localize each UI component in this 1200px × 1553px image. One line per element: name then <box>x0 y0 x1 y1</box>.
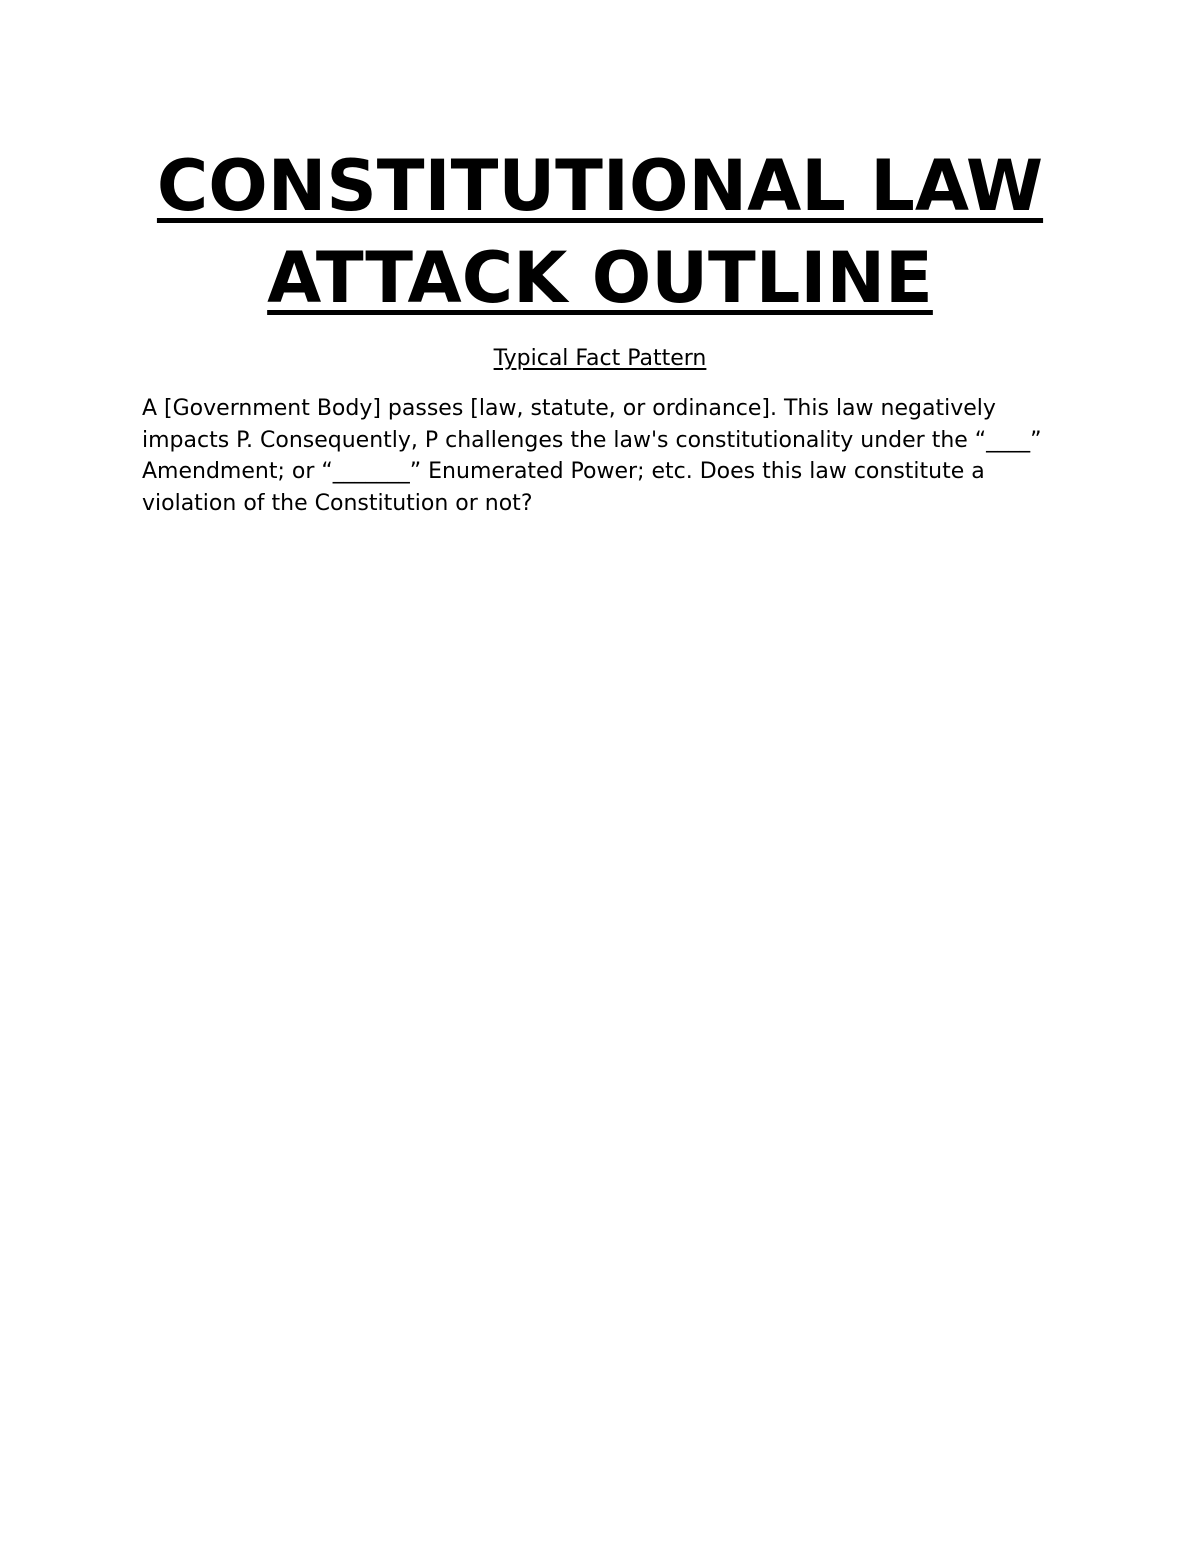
title-line-2: ATTACK OUTLINE <box>267 237 933 319</box>
section-heading: Typical Fact Pattern <box>493 346 707 371</box>
title-line-1: CONSTITUTIONAL LAW <box>156 145 1044 227</box>
document-title <box>100 140 1100 324</box>
fact-pattern-paragraph: A [Government Body] passes [law, statute, or ordinance]. This law negatively impacts P. Consequently, P challenges the law's constitutionality under the “____” Amendment; or “_______” Enumerated Power; etc. Does this law constitute a violation of the Constitution or not? <box>142 396 1042 516</box>
